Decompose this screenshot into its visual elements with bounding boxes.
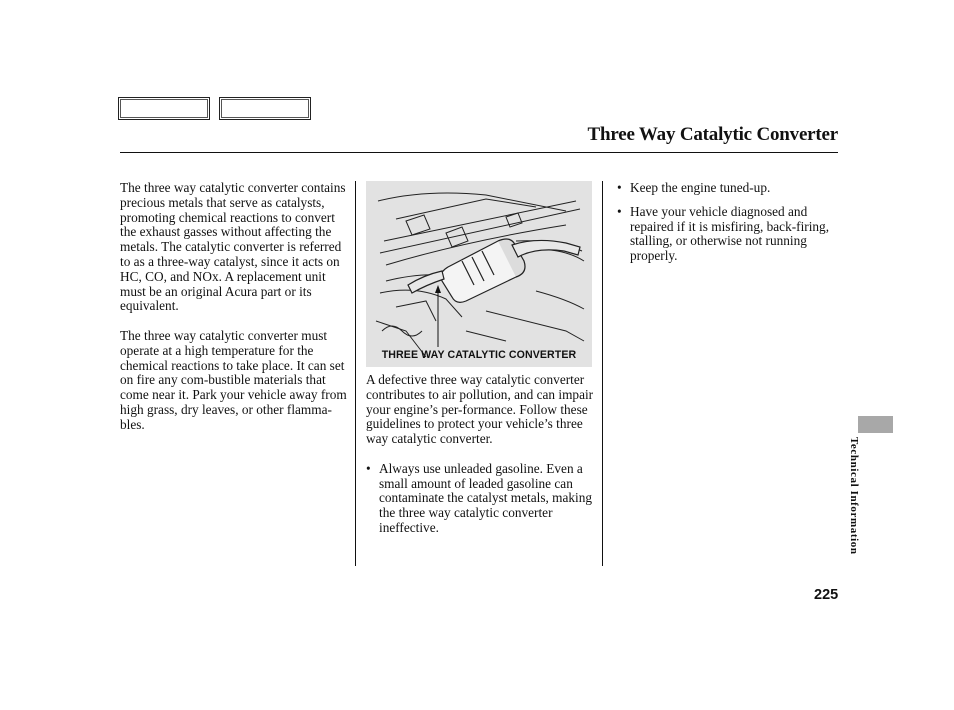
column-2 xyxy=(366,373,594,536)
bullet-unleaded: • Always use unleaded gasoline. Even a small amount of leaded gasoline can contaminate the catalyst metals, making the three way catalytic converter ineffective. xyxy=(366,462,594,536)
defective-paragraph: A defective three way catalytic converter contributes to air pollution, and can impair your engine’s per-formance. Follow these guidelines to protect your vehicle’s three way catalytic converter. xyxy=(366,372,594,447)
section-label: Technical Information xyxy=(848,437,860,555)
intro-paragraph: The three way catalytic converter contains precious metals that serve as catalysts, promoting chemical reactions to convert the exhaust gasses without affecting the metals. The catalytic converter is referred to as a three-way catalyst, since it acts on HC, CO, and NOx. A replacement unit must be an original Acura part or its equivalent. xyxy=(120,180,346,314)
section-tab xyxy=(858,416,893,433)
page-title: Three Way Catalytic Converter xyxy=(587,124,838,145)
nav-box-left[interactable] xyxy=(118,97,210,120)
column-divider-1 xyxy=(355,181,356,566)
column-divider-2 xyxy=(602,181,603,566)
catalytic-converter-figure xyxy=(366,181,592,367)
converter-illustration xyxy=(366,181,592,367)
bullet-diagnosed: • Have your vehicle diagnosed and repaired if it is misfiring, back-firing, stalling, or otherwise not running properly. xyxy=(617,205,837,264)
figure-caption: THREE WAY CATALYTIC CONVERTER xyxy=(381,349,577,361)
bullet-tuned-up: • Keep the engine tuned-up. xyxy=(617,181,837,196)
column-1 xyxy=(120,181,348,433)
column-3 xyxy=(617,181,837,264)
header-rule xyxy=(120,152,838,153)
page-number: 225 xyxy=(814,587,839,603)
temperature-paragraph: The three way catalytic converter must operate at a high temperature for the chemical reactions to take place. It can set on fire any com-bustible materials that come near it. Park your vehicle away from high grass, dry leaves, or other flamma-bles. xyxy=(120,327,347,432)
nav-box-right[interactable] xyxy=(219,97,311,120)
